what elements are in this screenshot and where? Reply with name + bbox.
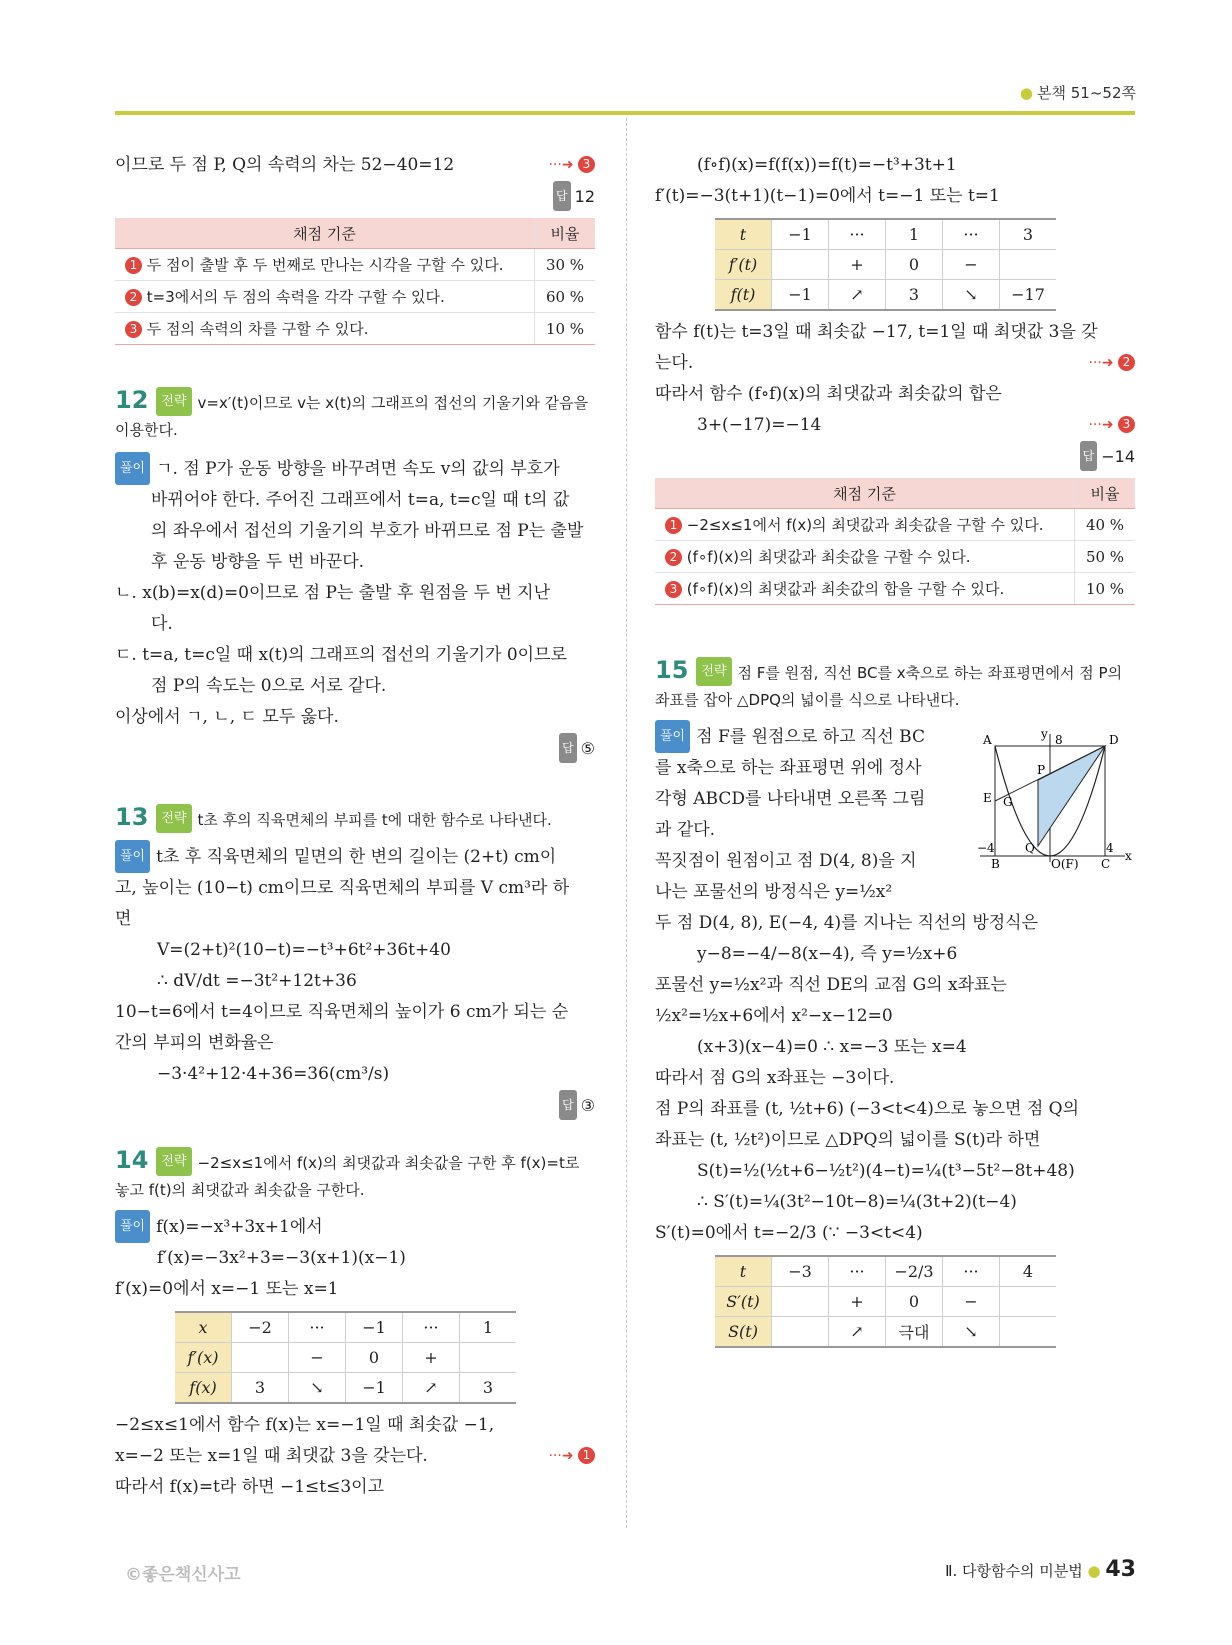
solution-line: f′(t)=−3(t+1)(t−1)=0에서 t=−1 또는 t=1 [655, 186, 1000, 206]
svg-text:G: G [1003, 795, 1013, 809]
solution-line: 면 [115, 909, 132, 929]
left-column [115, 150, 595, 1503]
answer-icon: 답 [559, 1090, 577, 1120]
intro-line: 이므로 두 점 P, Q의 속력의 차는 52−40=12 ···➜ 3 [115, 150, 595, 181]
solution-line: 따라서 함수 (f∘f)(x)의 최댓값과 최솟값의 합은 [655, 384, 1002, 404]
solution-line: 과 같다. [655, 820, 716, 840]
equation: −3·4²+12·4+36=36(cm³/s) [157, 1064, 390, 1084]
equation: 3+(−17)=−14 ···➜ 3 [655, 410, 1135, 441]
solution-line: 각형 ABCD를 나타내면 오른쪽 그림 [655, 789, 926, 809]
svg-text:E: E [983, 791, 992, 805]
svg-text:Q: Q [1025, 841, 1035, 855]
solution-line: 의 좌우에서 접선의 기울기의 부호가 바뀌므로 점 P는 출발 [151, 521, 584, 541]
solution-line: S′(t)=0에서 t=−2/3 (∵ −3<t<4) [655, 1223, 923, 1243]
solution-line: ㄷ. t=a, t=c일 때 x(t)의 그래프의 접선의 기울기가 0이므로 [115, 645, 567, 665]
svg-text:−4: −4 [977, 841, 995, 855]
solution-line: 점 P의 속도는 0으로 서로 같다. [151, 676, 387, 696]
answer: 답 ⑤ [115, 733, 595, 764]
page-footer: Ⅱ. 다항함수의 미분법 ● 43 [945, 1557, 1136, 1582]
grading-table-14: 채점 기준 비율 1 −2≤x≤1에서 f(x)의 최댓값과 최솟값을 구할 수 있다. 40 % 2 (f∘f)(x)의 최댓값과 최솟값을 구할 수 있다. 50 % 3 (f∘f)(x)의 최댓값과 최솟값의 합을 구할 수 있다. 10 % [655, 478, 1135, 605]
solution-line: 후 운동 방향을 두 번 바꾼다. [151, 552, 365, 572]
solution-line: −2≤x≤1에서 함수 f(x)는 x=−1일 때 최솟값 −1, [115, 1415, 495, 1435]
equation: (f∘f)(x)=f(f(x))=f(t)=−t³+3t+1 [697, 155, 957, 175]
solution-line: 나는 포물선의 방정식은 y=½x² [655, 882, 893, 902]
svg-text:8: 8 [1055, 733, 1063, 747]
svg-text:D: D [1109, 733, 1119, 747]
page-reference: ● 본책 51~52쪽 [1019, 84, 1136, 102]
equation: f′(x)=−3x²+3=−3(x+1)(x−1) [157, 1248, 406, 1268]
problem-15-strategy: 15 전략 점 F를 원점, 직선 BC를 x축으로 하는 좌표평면에서 점 P의 좌표를 잡아 △DPQ의 넓이를 식으로 나타낸다. [655, 656, 1123, 709]
bullet-icon: ● [1019, 84, 1034, 102]
solution-line: 는다. ···➜ 2 [655, 348, 1135, 379]
equation: ∴ S′(t)=¼(3t²−10t−8)=¼(3t+2)(t−4) [697, 1192, 1017, 1212]
solution-line: 간의 부피의 변화율은 [115, 1033, 274, 1053]
svg-text:A: A [983, 733, 992, 747]
equation: y−8=−4/−8(x−4), 즉 y=½x+6 [697, 944, 958, 964]
equation: ½x²=½x+6에서 x²−x−12=0 [655, 1006, 893, 1026]
solution-line: 풀이 ㄱ. 점 P가 운동 방향을 바꾸려면 속도 v의 값의 부호가 [115, 452, 595, 485]
solution-line: 다. [151, 614, 173, 634]
svg-text:x: x [1125, 849, 1132, 863]
solution-line: x=−2 또는 x=1일 때 최댓값 3을 갖는다. ···➜ 1 [115, 1441, 595, 1472]
answer: 답 −14 [655, 441, 1135, 472]
triangle-dpq [1038, 746, 1105, 846]
solution-line: 따라서 f(x)=t라 하면 −1≤t≤3이고 [115, 1477, 385, 1497]
step-marker: ···➜ 1 [548, 1441, 595, 1472]
solution-line: 바뀌어야 한다. 주어진 그래프에서 t=a, t=c일 때 t의 값 [151, 490, 570, 510]
step-marker: ···➜ 3 [1088, 410, 1135, 441]
figure-block [655, 720, 1135, 908]
equation: S(t)=½(½t+6−½t²)(4−t)=¼(t³−5t²−8t+48) [697, 1161, 1075, 1181]
answer-icon: 답 [559, 733, 577, 763]
increase-decrease-table: t −3 ··· −2/3 ··· 4 S′(t) + 0 − S(t) ↗ 극대 ↘ [715, 1255, 1056, 1348]
solution-line: ㄴ. x(b)=x(d)=0이므로 점 P는 출발 후 원점을 두 번 지난 [115, 583, 551, 603]
svg-text:y: y [1041, 730, 1048, 741]
answer: 답 ③ [115, 1090, 595, 1121]
step-marker: ···➜ 3 [548, 150, 595, 181]
solution-line: 풀이 f(x)=−x³+3x+1에서 [115, 1210, 595, 1243]
equation: (x+3)(x−4)=0 ∴ x=−3 또는 x=4 [697, 1037, 967, 1057]
solution-line: 10−t=6에서 t=4이므로 직육면체의 높이가 6 cm가 되는 순 [115, 1002, 569, 1022]
solution-line: 풀이 t초 후 직육면체의 밑면의 한 변의 길이는 (2+t) cm이 [115, 840, 595, 873]
parabola-square-figure [975, 730, 1135, 870]
answer-icon: 답 [1080, 441, 1098, 471]
solution-line: 함수 f(t)는 t=3일 때 최솟값 −17, t=1일 때 최댓값 3을 갖 [655, 322, 1098, 342]
answer: 답 12 [115, 181, 595, 212]
svg-text:P: P [1037, 763, 1046, 777]
solution-line: 이상에서 ㄱ, ㄴ, ㄷ 모두 옳다. [115, 707, 339, 727]
solution-line: 점 P의 좌표를 (t, ½t+6) (−3<t<4)으로 놓으면 점 Q의 [655, 1099, 1079, 1119]
solution-line: 풀이 점 F를 원점으로 하고 직선 BC [655, 720, 1135, 753]
problem-14-strategy: 14 전략 −2≤x≤1에서 f(x)의 최댓값과 최솟값을 구한 후 f(x)=t로 놓고 f(t)의 최댓값과 최솟값을 구한다. [115, 1146, 580, 1199]
answer-icon: 답 [553, 181, 571, 211]
increase-decrease-table: t −1 ··· 1 ··· 3 f′(t) + 0 − f(t) −1 ↗ 3 ↘ −17 [715, 218, 1056, 311]
publisher-mark: ©좋은책신사고 [125, 1565, 241, 1585]
solution-line: 포물선 y=½x²과 직선 DE의 교점 G의 x좌표는 [655, 975, 1007, 995]
solution-line: 고, 높이는 (10−t) cm이므로 직육면체의 부피를 V cm³라 하 [115, 878, 570, 898]
grading-table-11: 채점 기준 비율 1 두 점이 출발 후 두 번째로 만나는 시각을 구할 수 있다. 30 % 2 t=3에서의 두 점의 속력을 각각 구할 수 있다. 60 % 3 두 점의 속력의 차를 구할 수 있다. 10 % [115, 218, 595, 345]
increase-decrease-table: x −2 ··· −1 ··· 1 f′(x) − 0 + f(x) 3 ↘ −1 ↗ 3 [175, 1311, 516, 1404]
svg-text:C: C [1101, 857, 1111, 870]
solution-line: f′(x)=0에서 x=−1 또는 x=1 [115, 1279, 339, 1299]
column-divider [626, 118, 627, 1528]
solution-line: 두 점 D(4, 8), E(−4, 4)를 지나는 직선의 방정식은 [655, 913, 1039, 933]
svg-text:4: 4 [1106, 841, 1114, 855]
equation: V=(2+t)²(10−t)=−t³+6t²+36t+40 [157, 940, 451, 960]
right-column [655, 150, 1135, 1354]
problem-13-strategy: 13 전략 t초 후의 직육면체의 부피를 t에 대한 함수로 나타낸다. [115, 803, 552, 831]
svg-text:O(F): O(F) [1051, 857, 1079, 870]
problem-12-strategy: 12 전략 v=x′(t)이므로 v는 x(t)의 그래프의 접선의 기울기와 같음을 이용한다. [115, 386, 589, 439]
equation: ∴ dV/dt =−3t²+12t+36 [157, 971, 357, 991]
solution-line: 좌표는 (t, ½t²)이므로 △DPQ의 넓이를 S(t)라 하면 [655, 1130, 1041, 1150]
solution-line: 따라서 점 G의 x좌표는 −3이다. [655, 1068, 895, 1088]
solution-line: 꼭짓점이 원점이고 점 D(4, 8)을 지 [655, 851, 917, 871]
svg-text:B: B [991, 857, 1000, 870]
solution-line: 를 x축으로 하는 좌표평면 위에 정사 [655, 758, 922, 778]
header-rule [115, 111, 1135, 115]
page-number: 43 [1105, 1557, 1136, 1582]
step-marker: ···➜ 2 [1088, 348, 1135, 379]
